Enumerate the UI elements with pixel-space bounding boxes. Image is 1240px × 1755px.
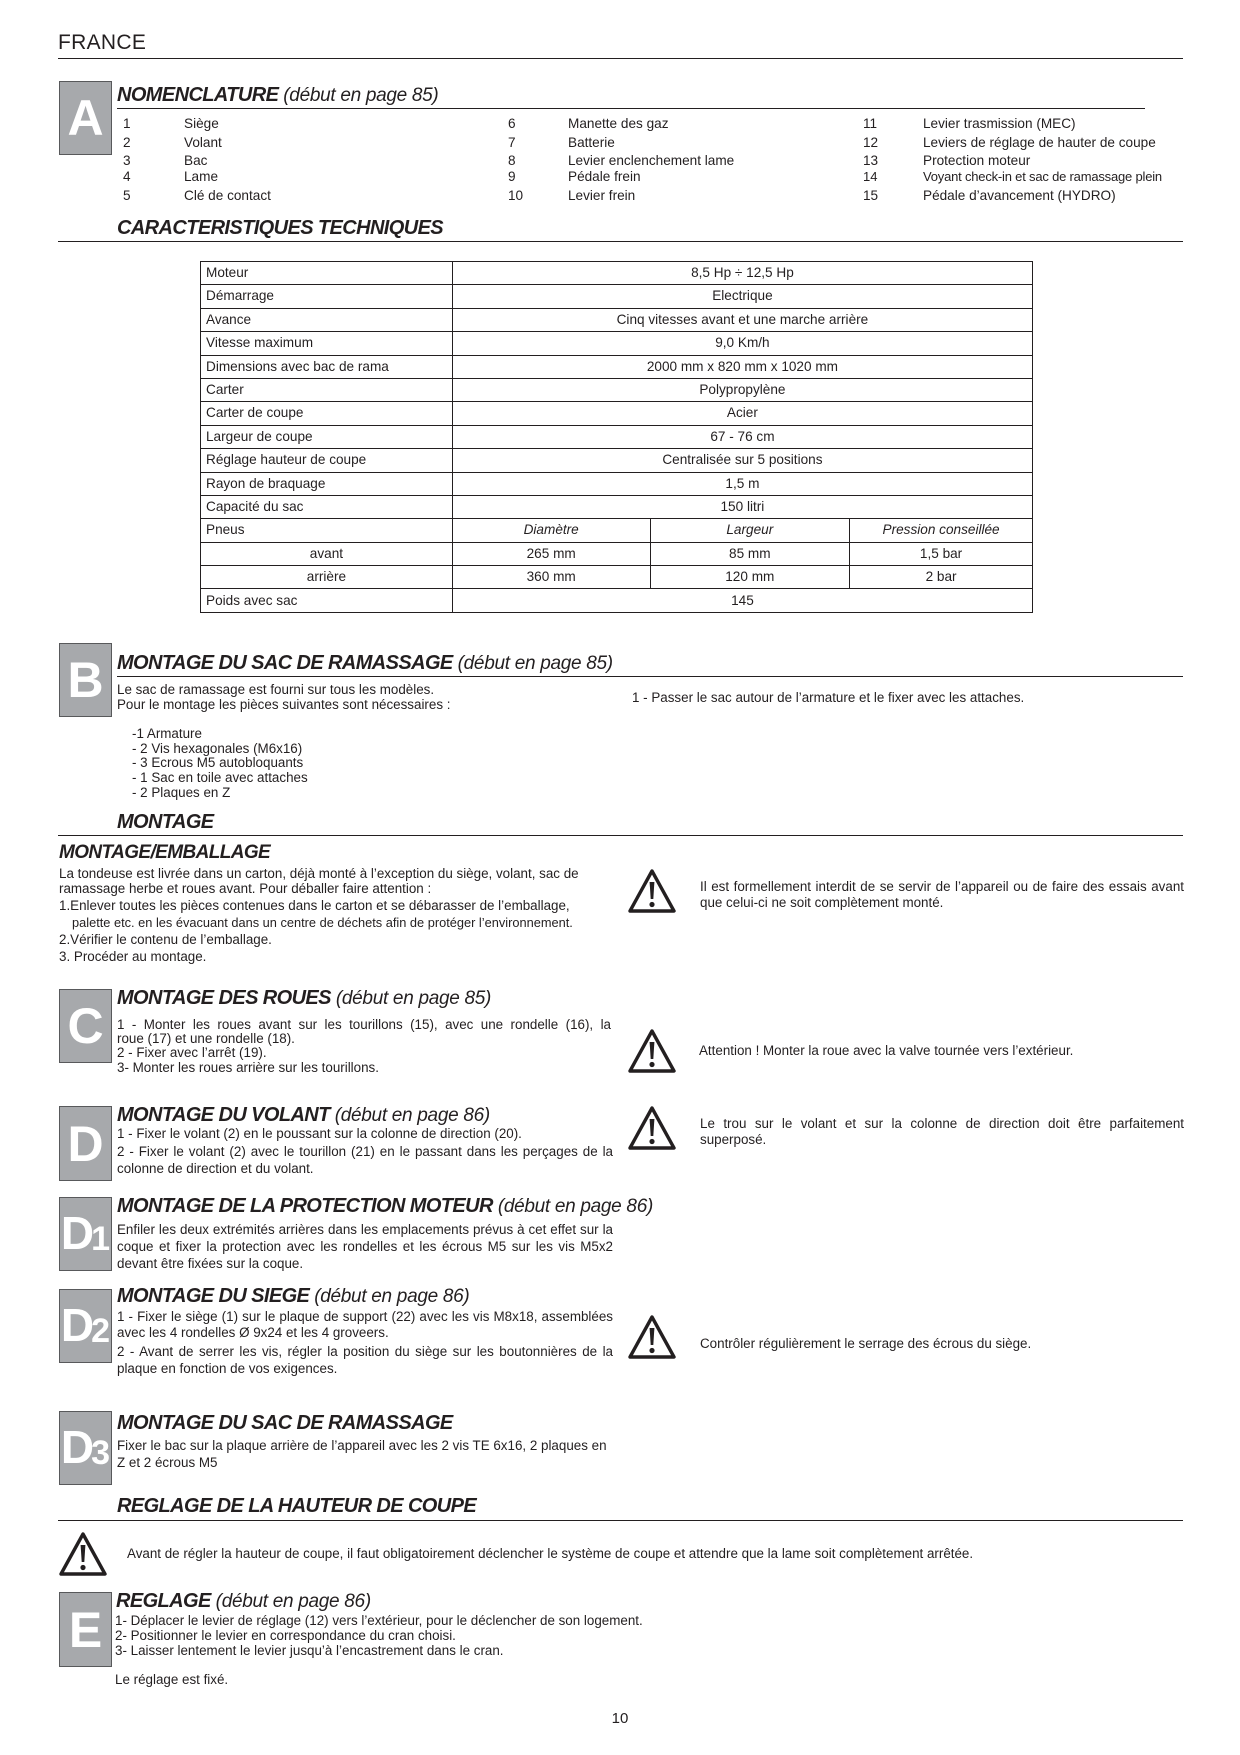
spec-label: Avance xyxy=(201,308,453,331)
spec-label: Largeur de coupe xyxy=(201,425,453,448)
spec-label: Carter de coupe xyxy=(201,402,453,425)
list-item: Bac xyxy=(184,153,208,168)
table-row xyxy=(201,355,1033,378)
section-title-specs: CARACTERISTIQUES TECHNIQUES xyxy=(117,217,444,239)
specs-table xyxy=(200,261,1033,613)
list-item: Pédale d’avancement (HYDRO) xyxy=(923,188,1116,203)
list-item: 11 xyxy=(863,116,878,131)
list-item: 13 xyxy=(863,153,879,168)
sac-intro-2: Pour le montage les pièces suivantes sont nécessaires : xyxy=(117,697,451,712)
list-item: Clé de contact xyxy=(184,188,271,203)
warning-icon xyxy=(627,868,677,914)
list-item: 5 xyxy=(123,188,131,203)
text-line: 2 - Fixer avec l’arrêt (19). xyxy=(117,1045,267,1060)
list-item: 7 xyxy=(508,135,516,150)
section-title-sac: MONTAGE DU SAC DE RAMASSAGE (début en page 85) xyxy=(117,652,613,674)
country-header: FRANCE xyxy=(58,31,147,54)
table-row xyxy=(201,308,1033,331)
list-item: Levier frein xyxy=(568,188,636,203)
table-cell: 2 bar xyxy=(850,566,1033,589)
spec-value: Polypropylène xyxy=(452,378,1032,401)
list-item: 3 xyxy=(123,153,131,168)
spec-label: Démarrage xyxy=(201,285,453,308)
volant-warning: Le trou sur le volant et sur la colonne de direction doit être parfaitement superposé. xyxy=(700,1116,1184,1147)
section-badge-e: E xyxy=(59,1592,112,1667)
page-number: 10 xyxy=(611,1710,629,1727)
spec-value: 1,5 m xyxy=(452,472,1032,495)
siege-warning: Contrôler régulièrement le serrage des écrous du siège. xyxy=(700,1336,1032,1351)
roues-warning: Attention ! Monter la roue avec la valve tournée vers l’extérieur. xyxy=(699,1043,1074,1058)
section-badge-d3: D 3 xyxy=(59,1411,112,1485)
spec-label: Vitesse maximum xyxy=(201,332,453,355)
section-title-roues: MONTAGE DES ROUES (début en page 85) xyxy=(117,987,492,1009)
list-item: Manette des gaz xyxy=(568,116,669,131)
spec-value: 150 litri xyxy=(452,495,1032,518)
section-title-reglage: REGLAGE (début en page 86) xyxy=(116,1590,371,1612)
spec-label: Moteur xyxy=(201,262,453,285)
siege-step-1: 1 - Fixer le siège (1) sur le plaque de support (22) avec les vis M8x18, assemblées avec les 4 rondelles Ø 9x24 et les 4 groveers. xyxy=(117,1309,613,1340)
section-title-montage: MONTAGE xyxy=(117,811,214,833)
table-row xyxy=(201,519,1033,542)
montage-warning: Il est formellement interdit de se servir de l’appareil ou de faire des essais avant que celui-ci ne soit complètement monté. xyxy=(700,879,1184,910)
spec-value: Cinq vitesses avant et une marche arrière xyxy=(452,308,1032,331)
list-item: 1 xyxy=(123,116,131,131)
sac-montage-text: Fixer le bac sur la plaque arrière de l’appareil avec les 2 vis TE 6x16, 2 plaques en Z et 2 écrous M5 xyxy=(117,1438,607,1470)
section-badge-d1: D 1 xyxy=(59,1197,112,1271)
list-item: Levier trasmission (MEC) xyxy=(923,116,1076,131)
section-badge-b: B xyxy=(59,643,112,717)
siege-step-2: 2 - Avant de serrer les vis, régler la position du siège sur les boutonnières de la plaque en fonction de vos exigences. xyxy=(117,1344,613,1376)
table-row xyxy=(201,542,1033,565)
list-item: 15 xyxy=(863,188,879,203)
tyres-label: Pneus xyxy=(201,519,453,542)
text-line: ramassage herbe et roues avant. Pour déballer faire attention : xyxy=(59,881,432,896)
list-item: Voyant check-in et sac de ramassage plein xyxy=(923,169,1162,184)
section-title-reglage-hauteur: REGLAGE DE LA HAUTEUR DE COUPE xyxy=(117,1495,477,1517)
text-line: roue (17) et une rondelle (18). xyxy=(117,1031,295,1046)
table-row xyxy=(201,449,1033,472)
spec-value: 145 xyxy=(452,589,1032,612)
protection-text: Enfiler les deux extrémités arrières dans les emplacements prévus à cet effet sur la coque et fixer la protection avec les rondelles et les écrous M5 sur les vis M5x2 devant être fixées sur la coque. xyxy=(117,1222,613,1271)
list-item: Pédale frein xyxy=(568,169,641,184)
section-title-nomenclature: NOMENCLATURE (début en page 85) xyxy=(117,84,439,106)
spec-value: Centralisée sur 5 positions xyxy=(452,449,1032,472)
table-row xyxy=(201,425,1033,448)
section-badge-d2: D 2 xyxy=(59,1289,112,1363)
list-item: Lame xyxy=(184,169,219,184)
header-rule xyxy=(58,58,1183,59)
volant-step-1: 1 - Fixer le volant (2) en le poussant sur la colonne de direction (20). xyxy=(117,1126,522,1141)
list-item: - 3 Ecrous M5 autobloquants xyxy=(132,755,304,770)
section-badge-d: D xyxy=(59,1106,112,1181)
list-item: Leviers de réglage de hauter de coupe xyxy=(923,135,1156,150)
section-title-volant: MONTAGE DU VOLANT (début en page 86) xyxy=(117,1104,490,1126)
list-item: Levier enclenchement lame xyxy=(568,153,735,168)
list-item: Protection moteur xyxy=(923,153,1031,168)
section-title-protection: MONTAGE DE LA PROTECTION MOTEUR (début en page 86) xyxy=(117,1195,653,1217)
text-line: 1- Déplacer le levier de réglage (12) vers l’extérieur, pour le déclencher de son logement. xyxy=(115,1613,643,1628)
list-item: Volant xyxy=(184,135,222,150)
warning-icon xyxy=(627,1028,677,1074)
list-item: 2 xyxy=(123,135,131,150)
list-item: - 2 Vis hexagonales (M6x16) xyxy=(132,741,303,756)
list-item: Siège xyxy=(184,116,219,131)
table-cell: 360 mm xyxy=(452,566,650,589)
table-row xyxy=(201,285,1033,308)
montage-rule xyxy=(58,835,1183,836)
reglage-warning: Avant de régler la hauteur de coupe, il faut obligatoirement déclencher le système de coupe et attendre que la lame soit complètement arrêtée. xyxy=(127,1546,974,1561)
montage-subtitle: MONTAGE/EMBALLAGE xyxy=(59,842,271,863)
text-line: 1.Enlever toutes les pièces contenues dans le carton et se débarasser de l’emballage, xyxy=(59,898,570,913)
text-line: palette etc. en les évacuant dans un centre de déchets afin de protéger l’environnement. xyxy=(72,915,573,930)
spec-label: Poids avec sac xyxy=(201,589,453,612)
list-item: 4 xyxy=(123,169,131,184)
table-row xyxy=(201,472,1033,495)
reglage-rule xyxy=(58,1520,1183,1521)
table-cell: 85 mm xyxy=(650,542,850,565)
section-b-rule xyxy=(117,676,1183,677)
spec-label: Réglage hauteur de coupe xyxy=(201,449,453,472)
spec-value: Acier xyxy=(452,402,1032,425)
sac-step: 1 - Passer le sac autour de l’armature et le fixer avec les attaches. xyxy=(632,690,1025,705)
table-row xyxy=(201,332,1033,355)
section-a-rule xyxy=(117,108,1145,109)
list-item: -1 Armature xyxy=(132,726,202,741)
list-item: - 2 Plaques en Z xyxy=(132,785,231,800)
table-cell: 120 mm xyxy=(650,566,850,589)
list-item: 8 xyxy=(508,153,516,168)
table-row xyxy=(201,378,1033,401)
spec-label: Rayon de braquage xyxy=(201,472,453,495)
specs-rule xyxy=(58,241,1183,242)
tyre-position: avant xyxy=(201,542,453,565)
column-header: Diamètre xyxy=(452,519,650,542)
warning-icon xyxy=(627,1105,677,1151)
spec-value: 67 - 76 cm xyxy=(452,425,1032,448)
spec-label: Dimensions avec bac de rama xyxy=(201,355,453,378)
table-row xyxy=(201,402,1033,425)
warning-icon xyxy=(58,1531,108,1577)
list-item: 9 xyxy=(508,169,516,184)
spec-value: 8,5 Hp ÷ 12,5 Hp xyxy=(452,262,1032,285)
list-item: 6 xyxy=(508,116,516,131)
spec-value: 9,0 Km/h xyxy=(452,332,1032,355)
warning-icon xyxy=(627,1314,677,1360)
section-title-siege: MONTAGE DU SIEGE (début en page 86) xyxy=(117,1285,470,1307)
table-cell: 265 mm xyxy=(452,542,650,565)
text-line: 2.Vérifier le contenu de l’emballage. xyxy=(59,932,272,947)
text-line: 3- Laisser lentement le levier jusqu’à l’encastrement dans le cran. xyxy=(115,1643,504,1658)
tyre-position: arrière xyxy=(201,566,453,589)
column-header: Largeur xyxy=(650,519,850,542)
section-badge-a: A xyxy=(59,81,112,155)
spec-label: Capacité du sac xyxy=(201,495,453,518)
list-item: 14 xyxy=(863,169,878,184)
reglage-final: Le réglage est fixé. xyxy=(115,1672,229,1687)
text-line: 1 - Monter les roues avant sur les tourillons (15), avec une rondelle (16), la xyxy=(117,1017,611,1032)
spec-value: Electrique xyxy=(452,285,1032,308)
spec-label: Carter xyxy=(201,378,453,401)
sac-intro-1: Le sac de ramassage est fourni sur tous les modèles. xyxy=(117,682,435,697)
text-line: La tondeuse est livrée dans un carton, déjà monté à l’exception du siège, volant, sac de xyxy=(59,866,579,881)
list-item: 10 xyxy=(508,188,524,203)
list-item: 12 xyxy=(863,135,879,150)
table-row xyxy=(201,566,1033,589)
volant-step-2: 2 - Fixer le volant (2) avec le tourillon (21) en le passant dans les perçages de la colonne de direction et du volant. xyxy=(117,1144,613,1176)
table-row xyxy=(201,262,1033,285)
section-badge-c: C xyxy=(59,989,112,1063)
text-line: 3- Monter les roues arrière sur les tourillons. xyxy=(117,1060,379,1075)
table-row xyxy=(201,495,1033,518)
column-header: Pression conseillée xyxy=(850,519,1033,542)
table-cell: 1,5 bar xyxy=(850,542,1033,565)
table-row xyxy=(201,589,1033,612)
spec-value: 2000 mm x 820 mm x 1020 mm xyxy=(452,355,1032,378)
list-item: - 1 Sac en toile avec attaches xyxy=(132,770,308,785)
list-item: Batterie xyxy=(568,135,615,150)
text-line: 3. Procéder au montage. xyxy=(59,949,207,964)
text-line: 2- Positionner le levier en correspondance du cran choisi. xyxy=(115,1628,456,1643)
section-title-sac-montage: MONTAGE DU SAC DE RAMASSAGE xyxy=(117,1412,453,1434)
